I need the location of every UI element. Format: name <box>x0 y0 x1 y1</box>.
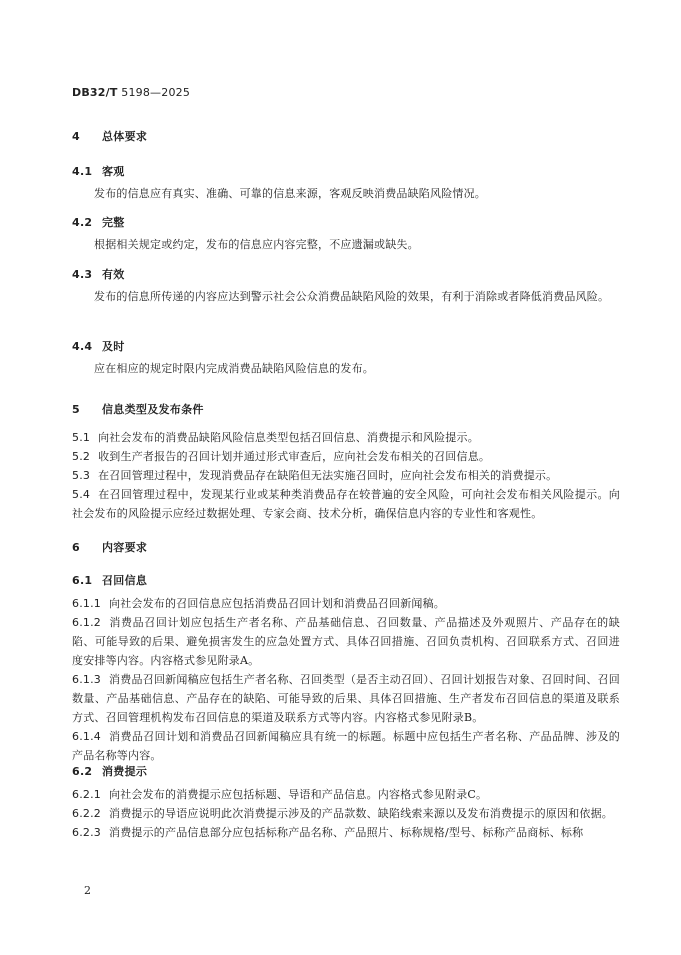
section-6-heading <box>72 539 620 555</box>
clause-5-4 <box>72 485 620 523</box>
clause-text: 向社会发布的消费品缺陷风险信息类型包括召回信息、消费提示和风险提示。 <box>98 431 479 444</box>
clause-5-1 <box>72 428 620 447</box>
section-number: 4 <box>72 130 80 143</box>
section-title: 消费提示 <box>102 765 148 778</box>
section-number: 4.1 <box>72 165 93 178</box>
clause-number: 6.1.4 <box>72 730 101 743</box>
clause-6-2-1 <box>72 785 620 804</box>
clause-text: 向社会发布的召回信息应包括消费品召回计划和消费品召回新闻稿。 <box>109 597 445 610</box>
clause-number: 6.1.1 <box>72 597 101 610</box>
section-number: 6.2 <box>72 765 93 778</box>
clause-5-3 <box>72 466 620 485</box>
clause-6-1-3 <box>72 670 620 727</box>
paragraph: 发布的信息应有真实、准确、可靠的信息来源，客观反映消费品缺陷风险情况。 <box>94 187 486 200</box>
clause-6-1-1 <box>72 594 620 613</box>
section-4-4-heading <box>72 338 620 354</box>
clause-text: 在召回管理过程中，发现消费品存在缺陷但无法实施召回时，应向社会发布相关的消费提示。 <box>98 469 558 482</box>
clause-text: 消费品召回计划应包括生产者名称、产品基础信息、召回数量、产品描述及外观照片、产品存在的缺陷、可能导致的后果、避免损害发生的应急处置方式、具体召回措施、召回负责机构、召回联系方式、召回进度安排等内容。内容格式参见附录A。 <box>72 616 620 667</box>
page-number: 2 <box>84 884 91 897</box>
clause-text: 消费提示的产品信息部分应包括标称产品名称、产品照片、标称规格/型号、标称产品商标、标称 <box>109 826 584 839</box>
section-number: 4.2 <box>72 216 93 229</box>
clause-6-1-4 <box>72 727 620 765</box>
section-4-2-heading <box>72 214 620 230</box>
clause-text: 消费品召回新闻稿应包括生产者名称、召回类型（是否主动召回）、召回计划报告对象、召回时间、召回数量、产品基础信息、产品存在的缺陷、可能导致的后果、具体召回措施、生产者发布召回信息的渠道及联系方式、召回管理机构发布召回信息的渠道及联系方式等内容。内容格式参见附录B。 <box>72 673 620 724</box>
section-title: 信息类型及发布条件 <box>102 403 204 416</box>
section-title: 客观 <box>102 165 125 178</box>
section-title: 有效 <box>102 268 125 281</box>
clause-number: 5.4 <box>72 488 91 501</box>
paragraph: 发布的信息所传递的内容应达到警示社会公众消费品缺陷风险的效果，有利于消除或者降低消费品风险。 <box>94 290 610 303</box>
clause-number: 6.2.3 <box>72 826 101 839</box>
paragraph: 应在相应的规定时限内完成消费品缺陷风险信息的发布。 <box>94 362 374 375</box>
clause-text: 向社会发布的消费提示应包括标题、导语和产品信息。内容格式参见附录C。 <box>109 788 488 801</box>
section-title: 完整 <box>102 216 125 229</box>
section-number: 4.4 <box>72 340 93 353</box>
standard-header <box>72 86 190 99</box>
clause-number: 5.3 <box>72 469 91 482</box>
clause-5-2 <box>72 447 620 466</box>
section-title: 内容要求 <box>102 541 148 554</box>
section-6-2-heading <box>72 763 620 779</box>
clause-6-2-2 <box>72 804 620 823</box>
clause-text: 收到生产者报告的召回计划并通过形式审查后，应向社会发布相关的召回信息。 <box>98 450 491 463</box>
standard-number: 5198—2025 <box>121 86 191 99</box>
clause-number: 6.1.3 <box>72 673 101 686</box>
clause-number: 5.2 <box>72 450 91 463</box>
section-number: 4.3 <box>72 268 93 281</box>
clause-number: 5.1 <box>72 431 91 444</box>
section-number: 5 <box>72 403 80 416</box>
section-number: 6.1 <box>72 574 93 587</box>
clause-number: 6.1.2 <box>72 616 101 629</box>
section-title: 召回信息 <box>102 574 148 587</box>
section-number: 6 <box>72 541 80 554</box>
clause-number: 6.2.2 <box>72 807 101 820</box>
section-title: 及时 <box>102 340 125 353</box>
clause-text: 消费品召回计划和消费品召回新闻稿应具有统一的标题。标题中应包括生产者名称、产品品牌、涉及的产品名称等内容。 <box>72 730 620 762</box>
clause-6-2-3 <box>72 823 620 842</box>
section-6-1-heading <box>72 572 620 588</box>
clause-6-1-2 <box>72 613 620 670</box>
section-4-heading <box>72 128 620 144</box>
section-4-1-heading <box>72 163 620 179</box>
section-title: 总体要求 <box>102 130 148 143</box>
clause-text: 在召回管理过程中，发现某行业或某种类消费品存在较普遍的安全风险，可向社会发布相关风险提示。向社会发布的风险提示应经过数据处理、专家会商、技术分析，确保信息内容的专业性和客观性。 <box>72 488 620 520</box>
section-5-heading <box>72 401 620 417</box>
standard-prefix: DB32/T <box>72 86 118 99</box>
clause-number: 6.2.1 <box>72 788 101 801</box>
section-4-3-heading <box>72 266 620 282</box>
paragraph: 根据相关规定或约定，发布的信息应内容完整，不应遗漏或缺失。 <box>94 238 419 251</box>
clause-text: 消费提示的导语应说明此次消费提示涉及的产品款数、缺陷线索来源以及发布消费提示的原因和依据。 <box>109 807 613 820</box>
